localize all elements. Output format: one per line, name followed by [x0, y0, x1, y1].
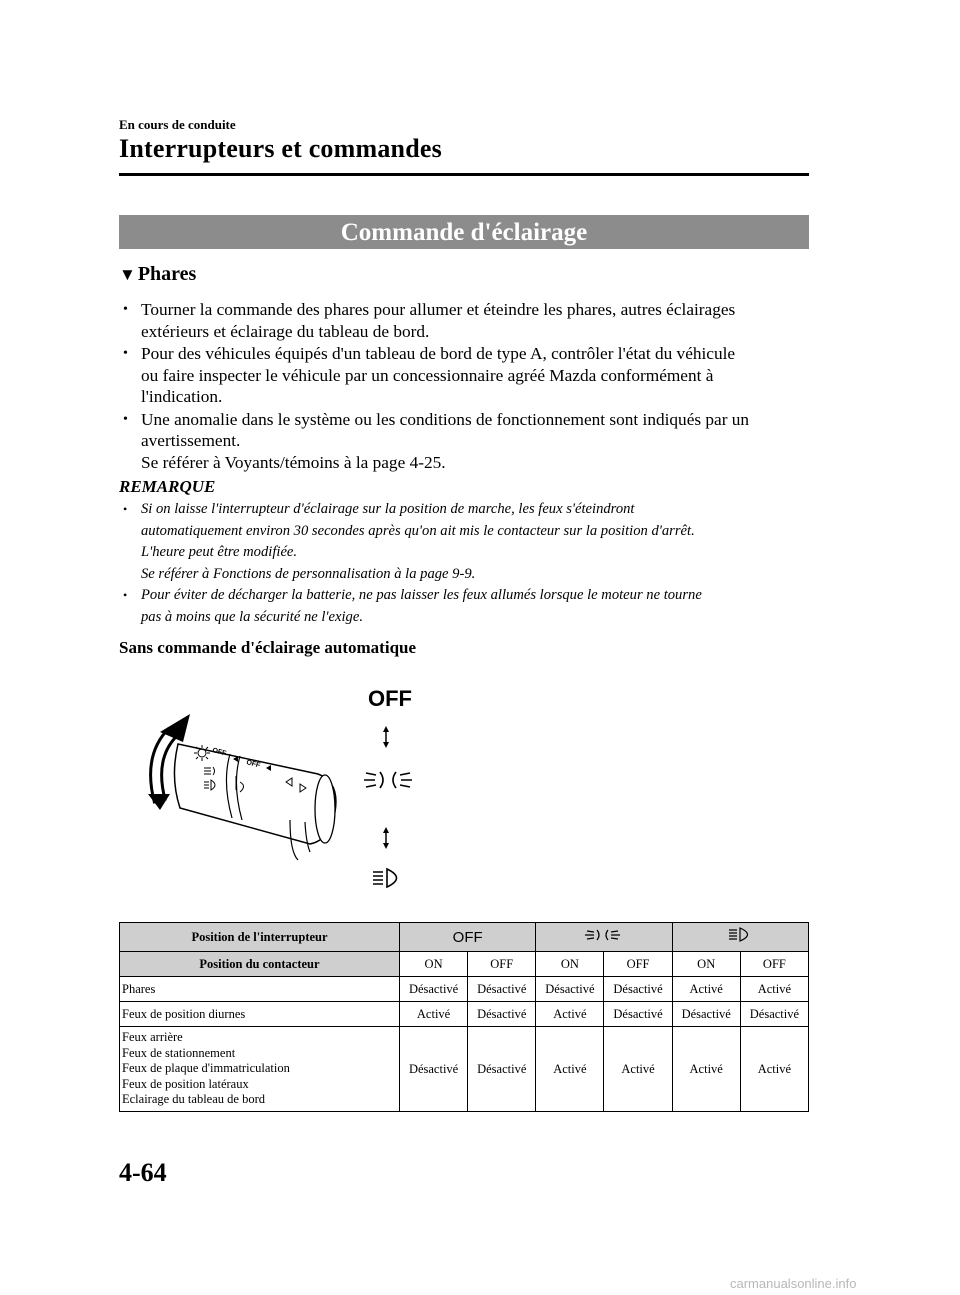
headlight-switch-illustration	[140, 682, 440, 897]
subsection-title: Phares	[137, 263, 197, 285]
table-cell: Activé	[740, 1027, 808, 1112]
table-cell: Activé	[604, 1027, 672, 1112]
note-heading: REMARQUE	[119, 477, 216, 496]
table-cell: Désactivé	[672, 1002, 740, 1027]
triangle-marker-icon: ▼	[119, 265, 136, 284]
row-label-line: Feux de position latéraux	[122, 1076, 249, 1091]
table-cell: Désactivé	[604, 977, 672, 1002]
table-cell: Désactivé	[468, 977, 536, 1002]
bullet-item	[119, 299, 819, 342]
table-cell: ON	[536, 952, 604, 977]
note-line: Se référer à Fonctions de personnalisation à la page 9-9.	[141, 565, 476, 582]
watermark: carmanualsonline.info	[730, 1276, 857, 1291]
row-label-line: Feux de plaque d'immatriculation	[122, 1061, 290, 1076]
switch-off-label: OFF	[452, 928, 483, 946]
table-header-cell	[672, 923, 808, 952]
table-header-cell	[400, 923, 536, 952]
table-cell: Désactivé	[604, 1002, 672, 1027]
section-kicker: En cours de conduite	[119, 117, 236, 132]
table-cell: Désactivé	[536, 977, 604, 1002]
table-cell: Désactivé	[468, 1027, 536, 1112]
note-line: Pour éviter de décharger la batterie, ne pas laisser les feux allumés lorsque le moteur ne tourne	[141, 587, 702, 603]
bullet-line: Une anomalie dans le système ou les conditions de fonctionnement sont indiqués par un	[141, 409, 750, 429]
table-header-cell: Position de l'interrupteur	[120, 923, 400, 952]
bullet-item	[119, 409, 819, 474]
section-banner: Commande d'éclairage	[119, 215, 809, 249]
note-line: automatiquement environ 30 secondes après qu'on ait mis le contacteur sur la position d'arrêt.	[141, 522, 695, 539]
table-header-cell: Position du contacteur	[120, 952, 400, 977]
table-row-label: Phares	[120, 977, 400, 1002]
table-cell: Activé	[536, 1027, 604, 1112]
lighting-table	[119, 922, 809, 1112]
subsection-heading	[119, 263, 196, 286]
row-label-line: Feux arrière	[122, 1030, 183, 1045]
table-cell: Désactivé	[468, 1002, 536, 1027]
bullet-list	[119, 299, 819, 474]
knob-off-label-2: OFF	[245, 759, 261, 770]
row-label-line: Eclairage du tableau de bord	[122, 1092, 265, 1107]
parking-light-icon	[581, 928, 627, 942]
table-cell: ON	[672, 952, 740, 977]
headlight-icon	[725, 927, 755, 943]
parking-light-icon	[364, 772, 412, 788]
table-cell: Activé	[672, 1027, 740, 1112]
note-line: pas à moins que la sécurité ne l'exige.	[141, 608, 363, 625]
figure-title: Sans commande d'éclairage automatique	[119, 638, 417, 657]
table-cell: Désactivé	[400, 977, 468, 1002]
table-row	[120, 952, 809, 977]
bullet-line: Pour des véhicules équipés d'un tableau de bord de type A, contrôler l'état du véhicule	[141, 344, 736, 363]
knob-off-label-1: OFF	[211, 747, 227, 758]
row-label-line: Feux de stationnement	[122, 1045, 236, 1060]
page-number: 4-64	[119, 1158, 167, 1187]
table-cell: OFF	[740, 952, 808, 977]
table-cell: Désactivé	[400, 1027, 468, 1112]
chapter-title: Interrupteurs et commandes	[119, 134, 442, 163]
table-row-label: Feux de position diurnes	[120, 1002, 400, 1027]
bullet-line: Tourner la commande des phares pour allumer et éteindre les phares, autres éclairages	[141, 300, 736, 319]
table-cell: OFF	[468, 952, 536, 977]
table-row-label	[120, 1027, 400, 1112]
table-row	[120, 1002, 809, 1027]
note-item	[119, 499, 819, 585]
table-cell: Activé	[740, 977, 808, 1002]
note-line: L'heure peut être modifiée.	[141, 544, 298, 560]
chapter-rule	[119, 173, 809, 176]
off-position-label: OFF	[368, 686, 412, 711]
table-cell: Activé	[672, 977, 740, 1002]
bullet-line: ou faire inspecter le véhicule par un concessionnaire agréé Mazda conformément à	[141, 365, 714, 385]
bullet-line: l'indication.	[141, 387, 223, 406]
bullet-line: Se référer à Voyants/témoins à la page 4-25.	[141, 452, 446, 472]
note-line: Si on laisse l'interrupteur d'éclairage sur la position de marche, les feux s'éteindront	[141, 501, 635, 517]
table-row	[120, 1027, 809, 1112]
note-item	[119, 585, 819, 628]
table-row	[120, 977, 809, 1002]
table-row	[120, 923, 809, 952]
headlight-icon	[373, 869, 397, 887]
bullet-line: extérieurs et éclairage du tableau de bord.	[141, 321, 430, 341]
note-list	[119, 499, 819, 628]
bullet-line: avertissement.	[141, 431, 241, 450]
up-down-arrow-icon	[383, 827, 389, 849]
bullet-item	[119, 343, 819, 408]
table-cell: Désactivé	[740, 1002, 808, 1027]
up-down-arrow-icon	[383, 726, 389, 748]
table-cell: OFF	[604, 952, 672, 977]
table-header-cell	[536, 923, 672, 952]
table-cell: Activé	[400, 1002, 468, 1027]
table-cell: ON	[400, 952, 468, 977]
table-cell: Activé	[536, 1002, 604, 1027]
